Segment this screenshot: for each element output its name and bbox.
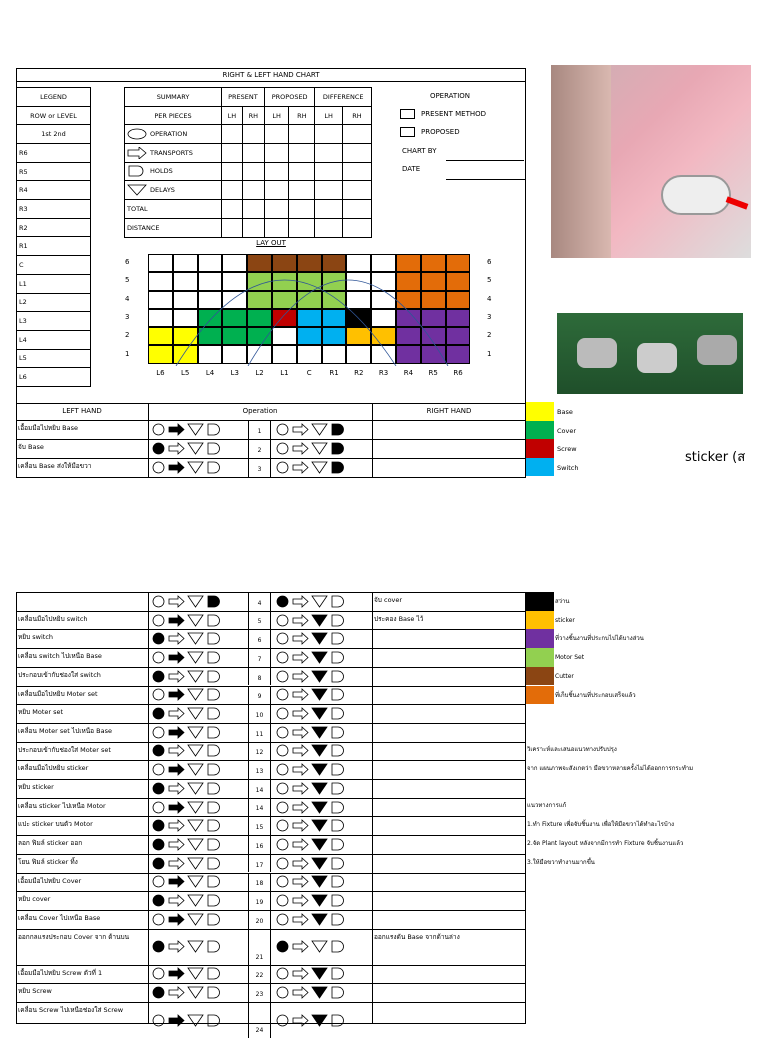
row-divider — [16, 686, 526, 687]
layout-y-right-label: 5 — [487, 276, 492, 285]
bottom-row-right-symbols — [274, 667, 346, 685]
layout-x-label: L3 — [230, 369, 239, 377]
row-divider — [16, 816, 526, 817]
bottom-row-left-action: หยิบ sticker — [18, 783, 54, 791]
summary-cell — [315, 181, 342, 200]
summary-item — [125, 218, 222, 237]
bottom-row-left-action: หยิบ cover — [18, 895, 51, 904]
legend-row-label: R6 — [17, 144, 91, 163]
chart-by-label: CHART BY — [402, 147, 437, 155]
bottom-row-left-symbols — [150, 667, 222, 685]
row-divider — [16, 910, 526, 911]
bottom-row-step-number: 7 — [257, 655, 262, 663]
legend-row-label: L4 — [17, 330, 91, 349]
layout-x-label: R1 — [329, 369, 339, 377]
layout-x-label: L2 — [255, 369, 264, 377]
bottom-row-step-number: 17 — [255, 861, 264, 869]
bottom-row-right-symbols — [274, 742, 346, 760]
bottom-row-step-number: 20 — [255, 917, 264, 925]
layout-y-right-label: 4 — [487, 294, 492, 303]
bottom-row-step-number: 6 — [257, 637, 262, 645]
proposed-checkbox[interactable] — [400, 127, 415, 137]
legend-row-label: L6 — [17, 368, 91, 387]
summary-cell — [264, 218, 288, 237]
layout-x-label: L5 — [181, 369, 190, 377]
layout-x-label: C — [306, 369, 312, 377]
color-swatch — [526, 611, 554, 630]
bottom-row-left-symbols — [150, 761, 222, 779]
bottom-row-right-symbols — [274, 835, 346, 853]
summary-title: SUMMARY — [125, 88, 222, 107]
bottom-row-step-number: 21 — [255, 953, 264, 961]
legend-row-label: L1 — [17, 274, 91, 293]
legend-row-label: C — [17, 256, 91, 275]
bottom-row-left-action: หยิบ Screw — [18, 987, 52, 996]
analysis-title: วิเคราะห์และเสนอแนวทางปรับปรุง — [527, 746, 617, 753]
bottom-row-left-symbols — [150, 873, 222, 891]
bottom-row-step-number: 10 — [255, 711, 264, 719]
summary-cell — [342, 200, 371, 219]
top-row-right-symbols — [274, 421, 346, 439]
layout-y-right-label: 6 — [487, 258, 492, 266]
summary-cell — [289, 125, 315, 144]
layout-x-label: R5 — [428, 369, 438, 377]
bottom-row-left-symbols — [150, 892, 222, 910]
top-row-left-action: เอื้อมมือไปหยิบ Base — [18, 424, 79, 432]
bottom-row-left-symbols — [150, 854, 222, 872]
row-divider — [16, 629, 526, 630]
proposed-header: PROPOSED — [264, 88, 315, 107]
layout-x-label: R4 — [403, 369, 414, 377]
bottom-row-left-action: ลอก ฟิมล์ sticker ออก — [18, 839, 83, 848]
bottom-row-step-number: 19 — [255, 898, 264, 906]
legend-row-label: R3 — [17, 200, 91, 219]
bottom-row-step-number: 11 — [255, 730, 264, 738]
layout-y-right-label: 1 — [487, 349, 492, 358]
layout-x-label: R3 — [378, 369, 389, 377]
color-legend-label: สว่าน — [555, 598, 570, 605]
legend-row-label: L5 — [17, 349, 91, 368]
color-swatch — [526, 667, 554, 686]
bottom-row-left-action: เคลื่อนมือไปหยิบ switch — [18, 614, 88, 623]
bottom-row-left-action: ประกอบเข้ากับช่องใส่ switch — [18, 670, 101, 679]
bottom-row-right-symbols — [274, 984, 346, 1002]
row-divider — [16, 742, 526, 743]
present-header: PRESENT — [222, 88, 265, 107]
present-method-checkbox[interactable] — [400, 109, 415, 119]
row-divider — [16, 611, 526, 612]
bottom-row-step-number: 8 — [257, 674, 262, 682]
summary-cell — [315, 143, 342, 162]
color-legend-label: Switch — [557, 463, 579, 472]
summary-cell — [289, 200, 315, 219]
layout-y-left-label: 6 — [125, 258, 130, 266]
row-divider — [16, 648, 526, 649]
summary-cell — [264, 143, 288, 162]
legend-row-level: ROW or LEVEL — [17, 107, 91, 125]
bottom-row-right-symbols — [274, 873, 346, 891]
layout-y-right-label: 3 — [487, 312, 492, 321]
summary-cell — [315, 218, 342, 237]
right-hand-header: RIGHT HAND — [426, 407, 472, 415]
summary-cell — [289, 181, 315, 200]
operation-header: Operation — [242, 407, 278, 415]
summary-item-label: DISTANCE — [127, 223, 160, 232]
bottom-row-left-action: เคลื่อน Screw ไปเหนือช่องใส่ Screw — [18, 1006, 124, 1014]
bottom-row-step-number: 14 — [255, 786, 264, 794]
row-divider — [16, 458, 526, 459]
bottom-row-left-symbols — [150, 592, 222, 610]
layout-y-left-label: 3 — [125, 312, 130, 321]
bottom-row-left-symbols — [150, 910, 222, 928]
color-swatch — [526, 648, 554, 667]
top-row-left-symbols — [150, 459, 222, 477]
bottom-row-left-action: หยิบ Moter set — [18, 708, 64, 717]
bottom-row-left-action: โยน ฟิมล์ sticker ทิ้ง — [18, 857, 78, 866]
row-divider — [16, 420, 526, 421]
col-sep — [148, 592, 149, 1024]
color-legend-label: Screw — [557, 445, 577, 453]
row-divider — [16, 798, 526, 799]
legend-row-label: R4 — [17, 181, 91, 200]
summary-cell — [315, 162, 342, 181]
bottom-row-right-symbols — [274, 648, 346, 666]
summary-cell — [222, 143, 243, 162]
bottom-row-step-number: 23 — [255, 991, 264, 998]
row-divider — [16, 667, 526, 668]
color-swatch — [526, 402, 554, 421]
bottom-row-right-symbols — [274, 592, 346, 610]
summary-cell — [315, 125, 342, 144]
summary-cell — [289, 218, 315, 237]
bottom-row-left-action: แปะ sticker บนตัว Motor — [18, 820, 93, 829]
color-swatch — [526, 592, 554, 611]
bottom-row-right-action: จับ cover — [374, 596, 403, 604]
row-divider — [16, 929, 526, 930]
bottom-row-left-symbols — [150, 984, 222, 1002]
bottom-row-step-number: 12 — [255, 749, 264, 757]
rh-label: RH — [289, 107, 315, 125]
bottom-row-left-symbols — [150, 630, 222, 648]
bottom-row-right-symbols — [274, 798, 346, 816]
per-pieces: PER PIECES — [125, 107, 222, 125]
layout-y-left-label: 5 — [125, 276, 130, 285]
summary-table — [124, 87, 372, 238]
bottom-row-left-action: เคลื่อนมือไปหยิบ Moter set — [18, 689, 98, 698]
lh-label: LH — [222, 107, 243, 125]
layout-y-left-label: 1 — [125, 349, 130, 358]
legend-row-label: R5 — [17, 162, 91, 181]
bottom-row-right-symbols — [274, 723, 346, 741]
layout-x-label: L4 — [205, 369, 215, 377]
color-legend-label: ที่เก็บชิ้นงานที่ประกอบเสร็จแล้ว — [555, 691, 636, 699]
bottom-row-left-symbols — [150, 1011, 222, 1029]
bottom-row-right-symbols — [274, 817, 346, 835]
bottom-row-left-symbols — [150, 779, 222, 797]
legend-table — [16, 87, 91, 387]
row-divider — [16, 854, 526, 855]
layout-x-label: R2 — [354, 369, 364, 377]
bottom-row-step-number: 9 — [257, 693, 262, 701]
bottom-row-right-action: ประคอง Base ไว้ — [374, 614, 424, 623]
legend-row-label: R2 — [17, 218, 91, 237]
summary-item — [125, 181, 222, 200]
summary-item — [125, 143, 222, 162]
bottom-row-left-symbols — [150, 742, 222, 760]
color-legend-label: Cutter — [555, 672, 574, 680]
legend-row-label: R1 — [17, 237, 91, 256]
bottom-row-right-symbols — [274, 705, 346, 723]
summary-cell — [342, 162, 371, 181]
top-row-right-symbols — [274, 459, 346, 477]
bottom-row-step-number: 16 — [255, 842, 264, 850]
color-swatch — [526, 421, 554, 440]
bottom-row-left-action: เอื้อมมือไปหยิบ Cover — [18, 876, 82, 885]
bottom-row-step-number: 22 — [255, 972, 264, 980]
layout-x-label: L6 — [156, 369, 165, 377]
bottom-row-right-symbols — [274, 779, 346, 797]
summary-cell — [264, 181, 288, 200]
bottom-row-step-number: 24 — [255, 1027, 264, 1034]
bottom-row-left-symbols — [150, 965, 222, 983]
summary-cell — [264, 162, 288, 181]
bottom-row-left-action: ออกกลแรงประกอบ Cover จาก ด้านบน — [18, 932, 130, 941]
row-divider — [16, 779, 526, 780]
bottom-row-left-symbols — [150, 938, 222, 956]
top-row-left-action: เคลื่อน Base ส่งให้มือขวา — [18, 462, 92, 470]
operation-title: OPERATION — [429, 92, 471, 100]
row-divider — [16, 983, 526, 984]
summary-cell — [242, 200, 264, 219]
layout-title: LAY OUT — [256, 239, 286, 247]
lh-label: LH — [264, 107, 288, 125]
layout-y-right-label: 2 — [487, 331, 492, 340]
row-divider — [16, 760, 526, 761]
summary-cell — [289, 162, 315, 181]
bottom-row-right-symbols — [274, 630, 346, 648]
summary-item-label: OPERATION — [150, 129, 188, 138]
bottom-row-left-action: หยิบ switch — [18, 633, 54, 642]
color-legend-label: Base — [557, 408, 573, 416]
summary-cell — [242, 218, 264, 237]
bottom-row-right-symbols — [274, 1011, 346, 1029]
bottom-row-right-symbols — [274, 965, 346, 983]
row-divider — [16, 704, 526, 705]
layout-x-label: R6 — [453, 369, 463, 377]
bottom-row-right-symbols — [274, 611, 346, 629]
bottom-row-left-action: เคลื่อน Moter set ไปเหนือ Base — [18, 726, 112, 735]
fix-item: 3.ให้มือขวาทำงานมากขึ้น — [527, 859, 595, 866]
top-row-left-action: จับ Base — [18, 443, 44, 451]
date-label: DATE — [402, 165, 421, 173]
left-hand-header: LEFT HAND — [62, 407, 102, 415]
summary-item — [125, 125, 222, 144]
reach-arcs — [148, 254, 471, 366]
row-divider — [16, 891, 526, 892]
legend-title: LEGEND — [17, 88, 91, 107]
proposed-label: PROPOSED — [421, 128, 460, 136]
bottom-row-right-symbols — [274, 761, 346, 779]
top-row-step-number: 2 — [257, 447, 262, 454]
color-swatch — [526, 686, 554, 705]
top-row-step-number: 3 — [257, 466, 262, 473]
bottom-row-step-number: 15 — [255, 824, 264, 832]
summary-cell — [222, 218, 243, 237]
summary-item-label: HOLDS — [150, 167, 173, 176]
bottom-row-left-action: เอื้อมมือไปหยิบ Screw ตัวที่ 1 — [18, 968, 103, 977]
fix-item: 2.จัด Plant layout หลังจากมีการทำ Fixture จับชิ้นงานแล้ว — [527, 840, 684, 847]
row-divider — [16, 965, 526, 966]
summary-cell — [222, 181, 243, 200]
summary-cell — [222, 125, 243, 144]
row-divider — [16, 1002, 526, 1003]
legend-row-label: L2 — [17, 293, 91, 312]
summary-cell — [264, 200, 288, 219]
bottom-row-left-action: เคลื่อน switch ไปเหนือ Base — [18, 652, 102, 661]
layout-y-left-label: 4 — [125, 294, 130, 303]
bottom-row-left-action: ประกอบเข้ากับช่องใส่ Moter set — [18, 745, 111, 754]
color-swatch — [526, 439, 554, 458]
bottom-row-step-number: 18 — [255, 880, 264, 888]
row-divider — [16, 873, 526, 874]
color-swatch — [526, 629, 554, 648]
legend-cols: 1st 2nd — [17, 125, 91, 144]
summary-item-label: TOTAL — [127, 205, 148, 214]
summary-item — [125, 200, 222, 219]
color-legend-label: ที่วางชิ้นงานที่ประกบไปได้บางส่วน — [555, 635, 644, 643]
bottom-row-step-number: 13 — [255, 768, 264, 775]
summary-item-label: DELAYS — [150, 186, 175, 195]
bottom-row-right-symbols — [274, 892, 346, 910]
lh-label: LH — [315, 107, 342, 125]
summary-cell — [242, 143, 264, 162]
rh-label: RH — [242, 107, 264, 125]
bottom-row-right-symbols — [274, 686, 346, 704]
difference-header: DIFFERENCE — [315, 88, 372, 107]
bottom-row-right-symbols — [274, 910, 346, 928]
bottom-row-left-symbols — [150, 817, 222, 835]
summary-cell — [222, 162, 243, 181]
layout-x-label: L1 — [280, 369, 289, 377]
summary-cell — [242, 162, 264, 181]
bottom-row-left-symbols — [150, 686, 222, 704]
summary-cell — [342, 181, 371, 200]
color-legend-label: Motor Set — [555, 654, 585, 662]
layout-y-left-label: 2 — [125, 331, 130, 340]
summary-cell — [242, 181, 264, 200]
bottom-row-step-number: 5 — [257, 618, 262, 626]
summary-cell — [264, 125, 288, 144]
col-sep — [148, 420, 149, 478]
col-sep — [372, 420, 373, 478]
summary-item — [125, 162, 222, 181]
row-divider — [16, 439, 526, 440]
summary-cell — [342, 143, 371, 162]
summary-cell — [342, 125, 371, 144]
bottom-row-right-symbols — [274, 938, 346, 956]
bottom-row-left-action: เคลื่อนมือไปหยิบ sticker — [18, 764, 89, 773]
color-legend-label: sticker — [555, 616, 575, 624]
color-legend-label: Cover — [557, 426, 577, 435]
col-sep — [372, 592, 373, 1024]
chart-title: RIGHT & LEFT HAND CHART — [222, 71, 320, 79]
bottom-row-left-symbols — [150, 798, 222, 816]
bottom-row-right-symbols — [274, 854, 346, 872]
bottom-row-step-number: 14 — [255, 805, 264, 813]
row-divider — [16, 592, 526, 593]
bottom-row-left-action: เคลื่อน Cover ไปเหนือ Base — [18, 913, 101, 922]
bottom-row-right-action: ออกแรงดัน Base จากด้านล่าง — [374, 932, 460, 941]
analysis-text: จาก แผนภาพจะสังเกตว่า มือขวาหลายครั้งไม่ได้ออกการกระทำม — [527, 765, 694, 772]
present-method-label: PRESENT METHOD — [421, 110, 487, 118]
sticker-text: sticker (ส — [685, 450, 746, 465]
legend-row-label: L3 — [17, 312, 91, 331]
fix-item: 1.ทำ Fixture เพื่อจับชิ้นงาน เพื่อให้มือขวาได้ทำอะไรบ้าง — [527, 821, 674, 828]
row-divider — [16, 723, 526, 724]
summary-cell — [222, 200, 243, 219]
bottom-row-left-symbols — [150, 723, 222, 741]
bottom-row-step-number: 4 — [257, 599, 262, 607]
top-row-left-symbols — [150, 421, 222, 439]
product-photo — [551, 65, 751, 258]
top-row-left-symbols — [150, 440, 222, 458]
summary-cell — [315, 200, 342, 219]
motor-photo — [557, 313, 743, 394]
summary-cell — [342, 218, 371, 237]
bottom-row-left-symbols — [150, 611, 222, 629]
bottom-row-left-symbols — [150, 705, 222, 723]
row-divider — [16, 835, 526, 836]
summary-item-label: TRANSPORTS — [150, 148, 193, 157]
fix-title: แนวทางการแก้ — [527, 802, 567, 809]
bottom-row-left-action: เคลื่อน sticker ไปเหนือ Motor — [18, 801, 106, 810]
top-row-step-number: 1 — [257, 428, 262, 435]
top-row-right-symbols — [274, 440, 346, 458]
summary-cell — [242, 125, 264, 144]
rh-label: RH — [342, 107, 371, 125]
summary-cell — [289, 143, 315, 162]
color-swatch — [526, 458, 554, 477]
bottom-row-left-symbols — [150, 648, 222, 666]
bottom-row-left-symbols — [150, 835, 222, 853]
